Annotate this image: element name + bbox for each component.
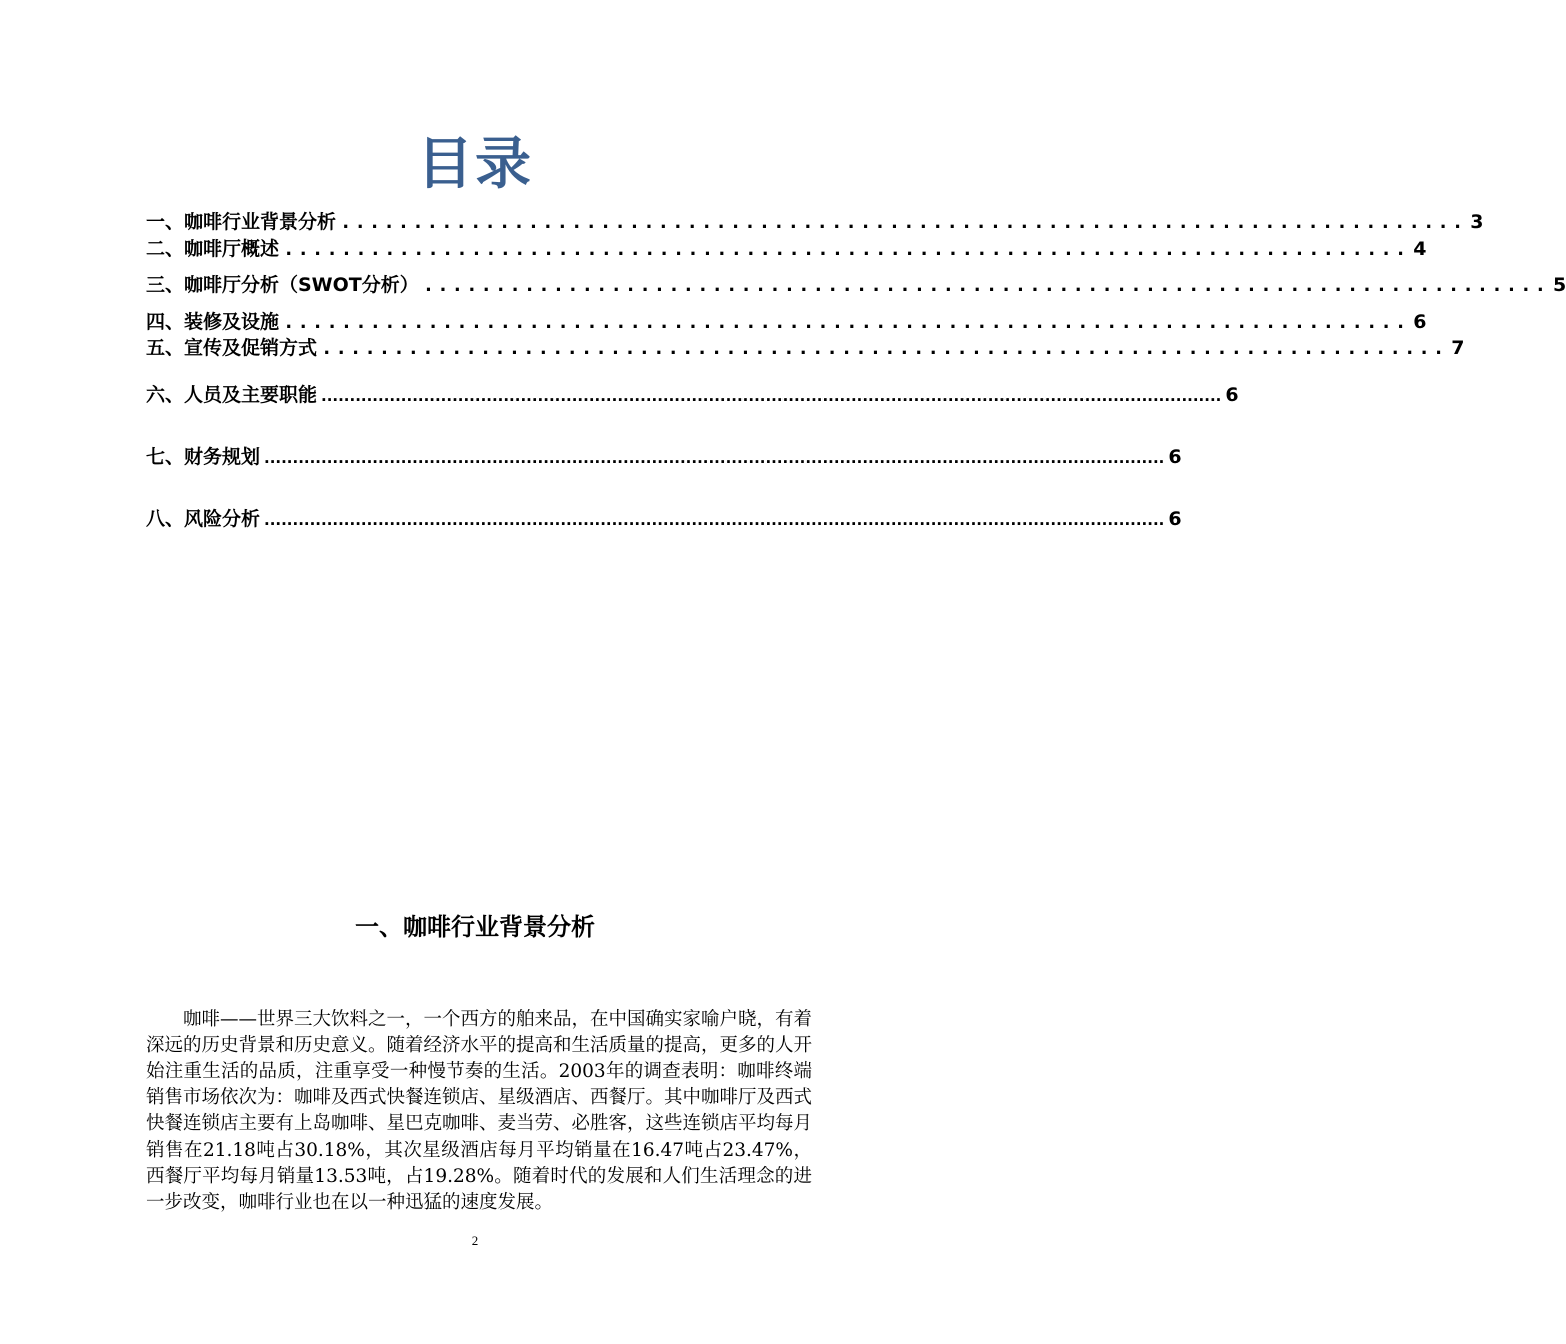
page-number: 2 <box>471 1233 479 1248</box>
toc-entry-label: 四、装修及设施 <box>146 311 280 333</box>
toc-entry-label: 三、咖啡厅分析（SWOT分析） <box>146 274 419 296</box>
toc-entry-label: 一、咖啡行业背景分析 <box>146 211 337 233</box>
toc-entry-page: 4 <box>1413 238 1427 260</box>
toc-entry-4[interactable] <box>146 307 1427 334</box>
toc-entry-page: 5 <box>1553 274 1566 296</box>
toc-dot-leader: .............................................................................. <box>283 238 1410 260</box>
toc-entry-2[interactable] <box>146 234 1427 261</box>
toc-entry-6[interactable] <box>146 380 1239 407</box>
toc-entry-page: 6 <box>1168 508 1182 530</box>
toc-dot-leader: .............................................................................. <box>321 337 1448 359</box>
toc-entry-label: 二、咖啡厅概述 <box>146 238 280 260</box>
toc-entry-page: 6 <box>1413 311 1427 333</box>
toc-entry-label: 七、财务规划 <box>146 446 261 468</box>
toc-title: 目录 <box>417 132 533 197</box>
toc-dot-leader: .............................................................................. <box>340 211 1467 233</box>
toc-dot-leader: .............................................................................................................................................................. <box>321 387 1222 405</box>
toc-dot-leader: .............................................................................................................................................................. <box>264 511 1165 529</box>
toc-entry-page: 6 <box>1225 384 1239 406</box>
toc-dot-leader: .............................................................................. <box>283 311 1410 333</box>
toc-entry-label: 八、风险分析 <box>146 508 261 530</box>
toc-entry-page: 3 <box>1470 211 1484 233</box>
toc-entry-label: 五、宣传及促销方式 <box>146 337 318 359</box>
body-paragraph: 咖啡——世界三大饮料之一，一个西方的舶来品，在中国确实家喻户晓，有着深远的历史背景和历史意义。随着经济水平的提高和生活质量的提高，更多的人开始注重生活的品质，注重享受一种慢节奏的生活。2003年的调查表明：咖啡终端销售市场依次为：咖啡及西式快餐连锁店、星级酒店、西餐厅。其中咖啡厅及西式快餐连锁店主要有上岛咖啡、星巴克咖啡、麦当劳、必胜客，这些连锁店平均每月销售在21.18吨占30.18%，其次星级酒店每月平均销量在16.47吨占23.47%，西餐厅平均每月销量13.53吨，占19.28%。随着时代的发展和人们生活理念的进一步改变，咖啡行业也在以一种迅猛的速度发展。 <box>146 1008 813 1213</box>
toc-entry-page: 6 <box>1168 446 1182 468</box>
toc-entry-1[interactable] <box>146 207 1484 234</box>
toc-entry-page: 7 <box>1451 337 1465 359</box>
toc-entry-7[interactable] <box>146 442 1182 469</box>
toc-dot-leader: .............................................................................. <box>422 274 1550 296</box>
toc-entry-label: 六、人员及主要职能 <box>146 384 318 406</box>
toc-dot-leader: .............................................................................................................................................................. <box>264 449 1165 467</box>
section-heading: 一、咖啡行业背景分析 <box>355 913 595 941</box>
toc-entry-5[interactable] <box>146 333 1465 360</box>
toc-entry-3[interactable] <box>146 270 1566 297</box>
toc-entry-8[interactable] <box>146 504 1182 531</box>
